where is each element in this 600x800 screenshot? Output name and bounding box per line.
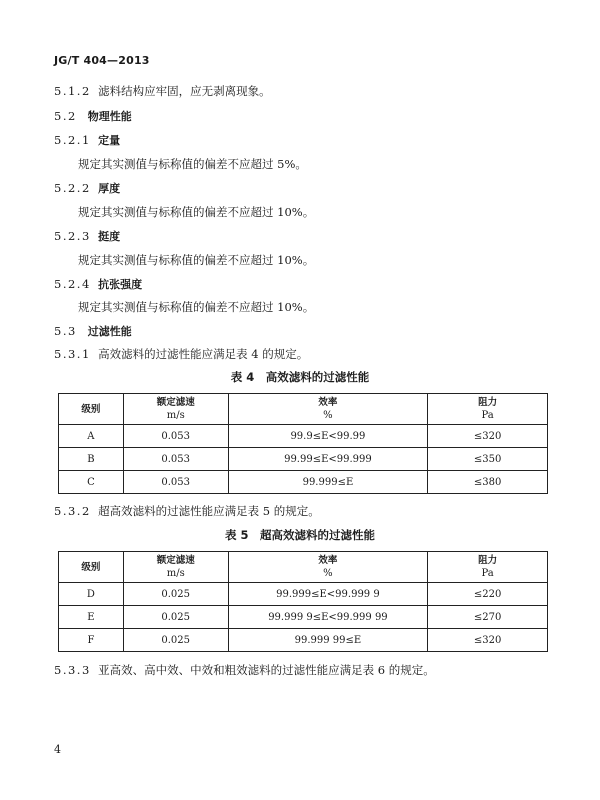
clause-heading: 抗张强度 [98,278,143,291]
table-row [59,583,548,606]
col-header-grade: 级别 [59,394,124,425]
clause-5-2 [54,108,132,124]
col-header-grade: 级别 [59,552,124,583]
clause-number: 5.2.2 [54,181,91,195]
clause-heading: 物理性能 [87,110,132,123]
clause-number: 5.2.3 [54,229,91,243]
cell-efficiency: 99.999≤E [228,471,428,494]
clause-5-2-2 [54,180,120,196]
col-header-efficiency [228,394,428,425]
clause-5-2-1 [54,132,120,148]
clause-number: 5.3.3 [54,663,91,677]
clause-heading: 厚度 [98,182,121,195]
page-number: 4 [54,743,61,756]
header-unit: Pa [481,410,494,421]
clause-heading: 挺度 [98,230,121,243]
cell-grade: C [59,471,124,494]
col-header-resistance [428,394,548,425]
clause-body: 规定其实测值与标称值的偏差不应超过 10%。 [78,253,315,267]
cell-grade: B [59,448,124,471]
table-header-row [59,552,548,583]
clause-body: 规定其实测值与标称值的偏差不应超过 10%。 [78,300,315,314]
clause-text: 亚高效、高中效、中效和粗效滤料的过滤性能应满足表 6 的规定。 [98,663,435,677]
cell-resistance: ≤320 [428,425,548,448]
clause-text: 超高效滤料的过滤性能应满足表 5 的规定。 [98,504,320,518]
col-header-velocity [123,552,228,583]
cell-velocity: 0.025 [123,629,228,652]
header-unit: % [323,410,333,421]
cell-resistance: ≤380 [428,471,548,494]
cell-efficiency: 99.999≤E<99.999 9 [228,583,428,606]
header-unit: % [323,568,333,579]
table-row [59,606,548,629]
header-label: 阻力 [478,555,498,566]
col-header-efficiency [228,552,428,583]
clause-heading: 定量 [98,134,121,147]
cell-efficiency: 99.9≤E<99.99 [228,425,428,448]
clause-body: 规定其实测值与标称值的偏差不应超过 5%。 [78,157,307,171]
header-label: 阻力 [478,397,498,408]
cell-efficiency: 99.99≤E<99.999 [228,448,428,471]
cell-resistance: ≤350 [428,448,548,471]
clause-heading: 过滤性能 [87,325,132,338]
cell-grade: A [59,425,124,448]
clause-number: 5.3.2 [54,504,91,518]
table-4 [58,393,548,494]
clause-body: 规定其实测值与标称值的偏差不应超过 10%。 [78,205,315,219]
header-label: 额定滤速 [156,555,195,566]
header-label: 额定滤速 [156,397,195,408]
table-row [59,629,548,652]
clause-5-3-2 [54,503,320,519]
cell-velocity: 0.053 [123,448,228,471]
header-unit: m/s [166,410,185,421]
clause-text: 滤料结构应牢固，应无剥离现象。 [98,84,271,98]
cell-resistance: ≤320 [428,629,548,652]
header-label: 效率 [318,555,338,566]
table-row [59,448,548,471]
clause-number: 5.2 [54,109,77,123]
clause-5-3 [54,323,132,339]
cell-grade: E [59,606,124,629]
cell-velocity: 0.053 [123,425,228,448]
clause-5-1-2 [54,83,271,99]
header-unit: m/s [166,568,185,579]
clause-5-2-4 [54,276,142,292]
col-header-resistance [428,552,548,583]
cell-grade: D [59,583,124,606]
clause-5-3-1 [54,346,308,362]
table-5 [58,551,548,652]
table-5-caption: 表 5 超高效滤料的过滤性能 [224,528,375,542]
header-unit: Pa [481,568,494,579]
cell-efficiency: 99.999 99≤E [228,629,428,652]
cell-velocity: 0.025 [123,606,228,629]
table-4-caption: 表 4 高效滤料的过滤性能 [230,370,370,384]
clause-5-3-3 [54,662,435,678]
clause-number: 5.3 [54,324,77,338]
col-header-velocity [123,394,228,425]
cell-velocity: 0.053 [123,471,228,494]
clause-5-2-3 [54,228,120,244]
cell-efficiency: 99.999 9≤E<99.999 99 [228,606,428,629]
cell-resistance: ≤220 [428,583,548,606]
cell-velocity: 0.025 [123,583,228,606]
clause-text: 高效滤料的过滤性能应满足表 4 的规定。 [98,347,309,361]
cell-resistance: ≤270 [428,606,548,629]
cell-grade: F [59,629,124,652]
table-row [59,425,548,448]
table-header-row [59,394,548,425]
header-label: 效率 [318,397,338,408]
clause-number: 5.2.1 [54,133,91,147]
clause-number: 5.2.4 [54,277,91,291]
clause-number: 5.1.2 [54,84,91,98]
standard-header: JG/T 404—2013 [54,54,150,67]
clause-number: 5.3.1 [54,347,91,361]
table-row [59,471,548,494]
